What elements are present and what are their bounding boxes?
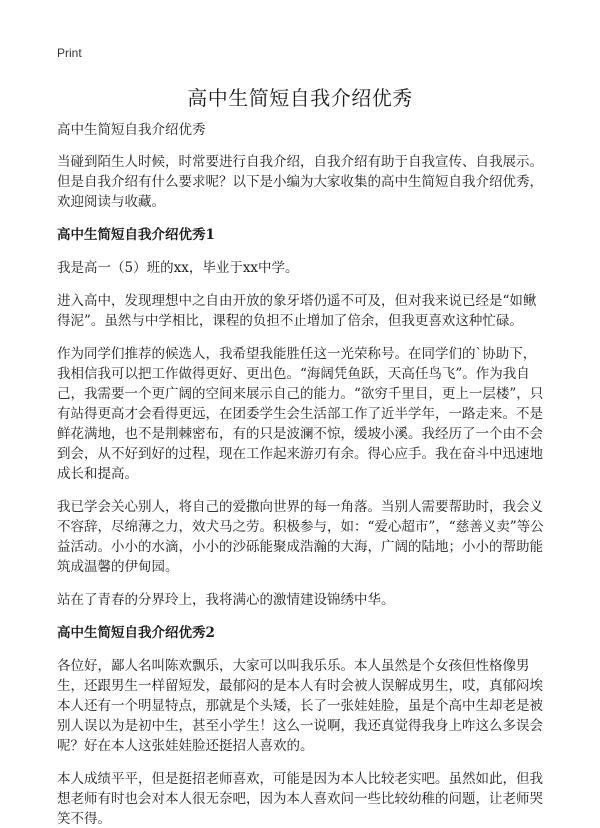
document-subtitle: 高中生简短自我介绍优秀 — [57, 122, 206, 138]
page-title: 高中生简短自我介绍优秀 — [187, 86, 413, 110]
intro-paragraph: 当碰到陌生人时候，时常要进行自我介绍，自我介绍有助于自我宣传、自我展示。但是自我介绍有什么要求呢？以下是小编为大家收集的高中生简短自我介绍优秀，欢迎阅读与收藏。 — [57, 154, 543, 210]
section-1-paragraph-1: 我是高一（5）班的xx，毕业于xx中学。 — [57, 260, 299, 276]
section-heading-2: 高中生简短自我介绍优秀2 — [57, 625, 215, 641]
section-heading-1: 高中生简短自我介绍优秀1 — [57, 227, 215, 243]
section-1-paragraph-4: 我已学会关心别人，将自己的爱撒向世界的每一角落。当别人需要帮助时，我会义不容辞，尽绵薄之力，效犬马之劳。积极参与，如：“爱心超市”，“慈善义卖”等公益活动。小小的水滴，小小的沙砾能聚成浩瀚的大海，广阔的陆地；小小的帮助能筑成温馨的伊甸园。 — [57, 499, 544, 575]
section-2-paragraph-2: 本人成绩平平，但是挺招老师喜欢，可能是因为本人比较老实吧。虽然如此，但我想老师有时也会对本人很无奈吧，因为本人喜欢问一些比较幼稚的问题，让老师哭笑不得。 — [57, 771, 543, 827]
section-1-paragraph-5: 站在了青春的分界玲上，我将满心的激情建设锦绣中华。 — [57, 592, 395, 608]
document-body — [57, 120, 547, 828]
section-2-paragraph-1: 各位好，鄙人名叫陈欢飘乐，大家可以叫我乐乐。本人虽然是个女孩但性格像男生，还跟男生一样留短发，最郁闷的是本人有时会被人误解成男生，哎，真郁闷埃本人还有一个明显特点，那就是个头矮，长了一张娃娃脸，虽是个高中生却老是被别人误以为是初中生，甚至小学生！这么一说啊，我还真觉得我身上咋这么多误会呢？好在本人这张娃娃脸还挺招人喜欢的。 — [57, 658, 543, 754]
section-1-paragraph-2: 进入高中，发现理想中之自由开放的象牙塔仍遥不可及，但对我来说已经是“如鳅得泥”。虽然与中学相比，课程的负担不止增加了倍余，但我更喜欢这种忙碌。 — [57, 293, 537, 329]
section-1-paragraph-3: 作为同学们推荐的候选人，我希望我能胜任这一光荣称号。在同学们的`协助下，我相信我可以把工作做得更好、更出色。“海阔凭鱼跃，天高任鸟飞”。作为我自己，我需要一个更广阔的空间来展示自己的能力。“欲穷千里目，更上一层楼”，只有站得更高才会看得更远，在团委学生会生活部工作了近半学年，一路走来。不是鲜花满地，也不是荆棘密布，有的只是波澜不惊，缓坡小溪。我经历了一个由不会到会，从不好到好的过程，现在工作起来游刃有余。得心应手。我在奋斗中迅速地成长和提高。 — [57, 346, 544, 482]
print-link[interactable]: Print — [57, 46, 82, 60]
